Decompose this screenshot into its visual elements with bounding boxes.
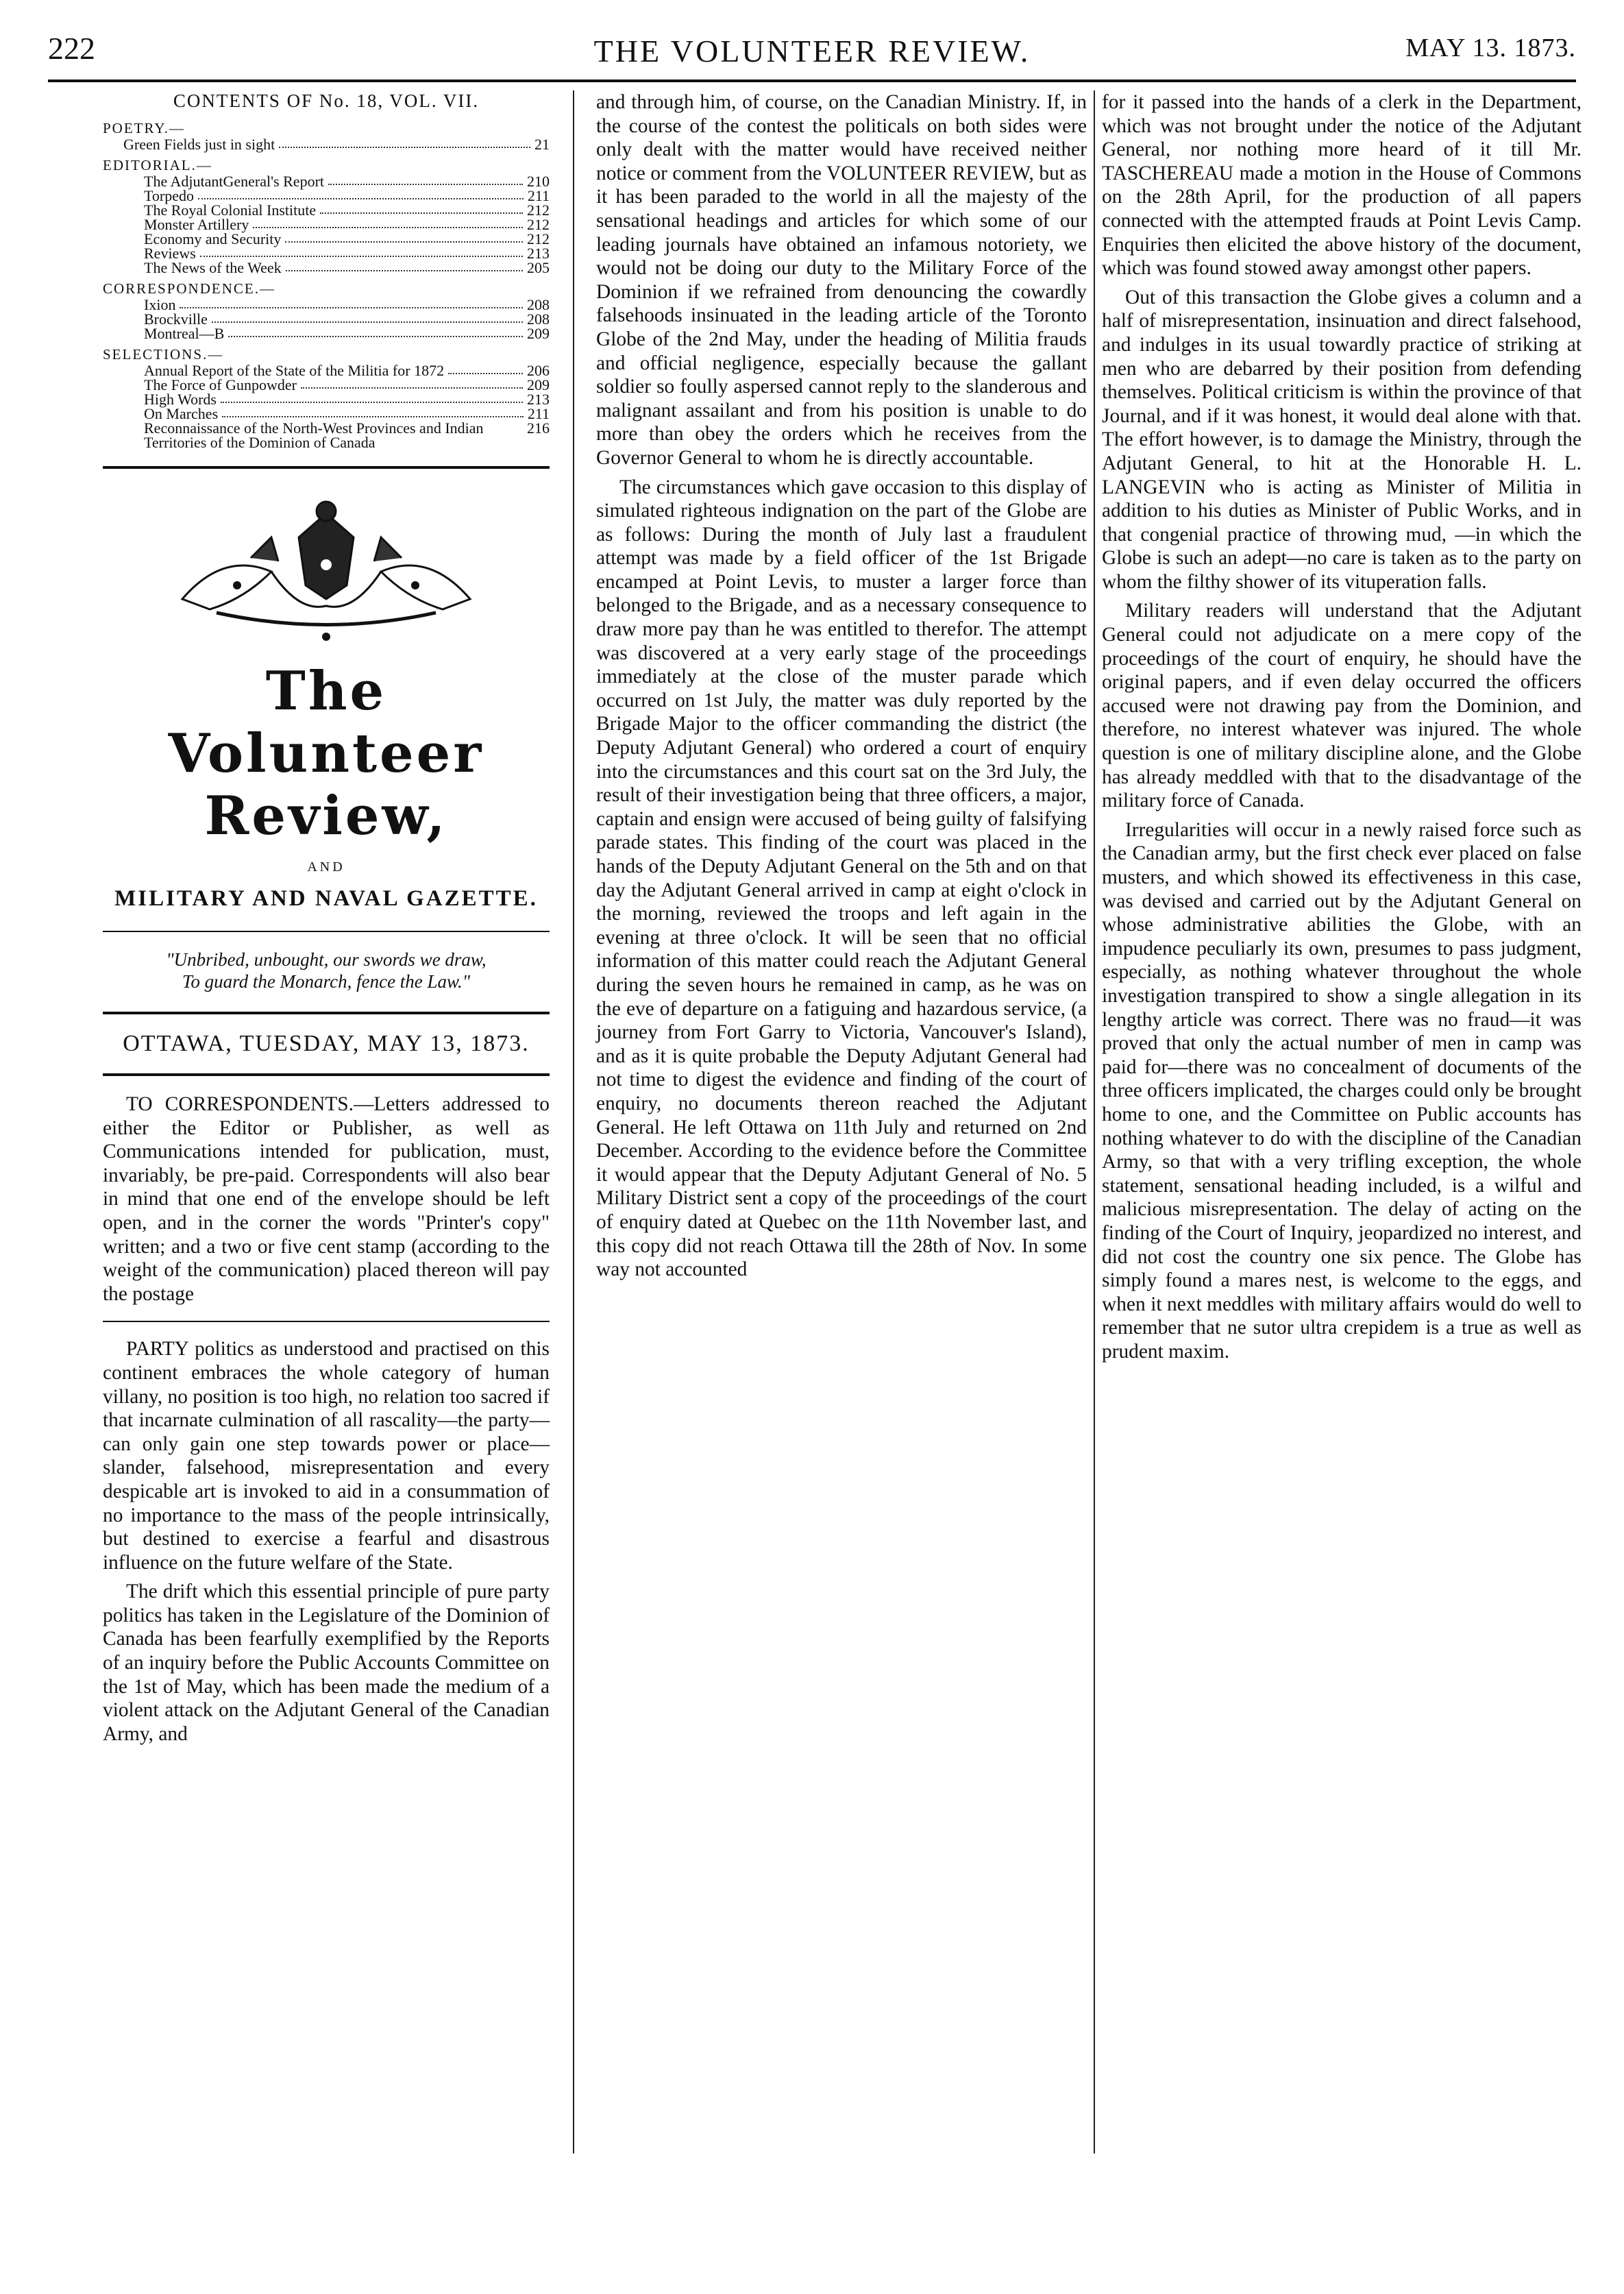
column-divider [573,90,574,2153]
publication-title: THE VOLUNTEER REVIEW. [593,34,1031,69]
contents-item[interactable]: Torpedo 211 [144,187,550,204]
page-number: 222 [48,31,95,66]
divider [103,466,550,469]
contents-section: EDITORIAL.— [103,157,212,173]
contents-item[interactable]: Annual Report of the State of the Militia for 1872 206 [144,362,550,379]
contents-item[interactable]: The News of the Week 205 [144,259,550,276]
contents-box [103,90,550,450]
article-paragraph: The drift which this essential principle of pure party politics has taken in the Legislature of the Dominion of Canada has been fearfully exemplified by the Reports of an inquiry before the Public Accounts Committee on the 1st of May, which has been made the medium of a violent attack on the Adjutant General of the Canadian Army, and [103,1581,550,1745]
article-paragraph: PARTY politics as understood and practised on this continent embraces the whole category of human villany, no position is too high, no relation too sacred if that incarnate culmination of all rascality—the party—can only gain one step towards power or place—slander, falsehood, misrepresentation and every despicable art is invoked to aid in a consummation of no importance to the mass of the people intrinsically, but destined to exercise a fearful and disastrous influence on the future welfare of the State. [103,1338,550,1574]
article-paragraph: Military readers will understand that the Adjutant General could not adjudicate on a mere copy of the proceedings of the court of enquiry, he should have the original papers, and if even delay occurred the officers accused were not drawing pay from the Dominion, and therefore, no interest whatever was injured. The whole question is one of military discipline alone, and the Globe has already meddled with that to the disadvantage of the military force of Canada. [1102,600,1582,812]
contents-item[interactable]: High Words 213 [144,391,550,408]
article-paragraph: Out of this transaction the Globe gives a column and a half of misrepresentation, insinuation and direct falsehood, and indulges in its usual towardly practice of striking at men who are debarred by their position from defending themselves. Political criticism is within the province of that Journal, and if it was honest, it would deal alone with that. The effort however, is to damage the Ministry, through the Adjutant General, to hit at the Honorable H. L. LANGEVIN who is acting as Minister of Militia in addition to his duties as Minister of Public Works, and in that congenial practice of throwing mud, —in which the Globe is such an adept—no care is taken as to the party on whom the filthy shower of its vituperation falls. [1102,286,1582,593]
contents-section: SELECTIONS.— [103,346,224,363]
contents-item[interactable]: Brockville 208 [144,310,550,328]
contents-item[interactable]: Reviews 213 [144,245,550,262]
notice-to-correspondents: TO CORRESPONDENTS.—Letters addressed to either the Editor or Publisher, as well as Communications intended for publication, must, invariably, be pre-paid. Correspondents will also bear in mind that one end of the envelope should be left open, and in the corner the words "Printer's copy" written; and a two or five cent stamp (according to the weight of the communication) placed thereon will pay the postage [103,1093,550,1305]
masthead-title: The Volunteer Review, [168,660,484,847]
column-2 [596,90,1087,1282]
contents-section: POETRY.— [103,120,186,136]
divider [103,1012,550,1014]
article-paragraph: Irregularities will occur in a newly raised force such as the Canadian army, but the first check ever placed on false musters, and which showed its effectiveness in this case, was devised and carried out by the Adjutant General on whose administrative abilities the Globe, with an impudence peculiarly its own, presumes to pass judgment, especially, as nothing whatever throughout the whole investigation transpired to show a single allegation in its lengthy article was correct. There was no fraud—it was proved that only the actual number of men in camp was paid for—there was no concealment of documents of the three officers implicated, the charges could only be brought home to one, and the Committee on Public accounts has nothing whatever to do with the discipline of the Canadian Army, so that with a very trifling exception, the whole statement, sensational heading included, is a wilful and malicious misrepresentation. The delay of acting on the finding of the Court of Inquiry, jeopardized no interest, and did not cost the country one six pence. The Globe has simply found a mares nest, is welcome to the eggs, and when it next meddles with military affairs would do well to remember that ne sutor ultra crepidem is a true as well as prudent maxim. [1102,818,1582,1363]
dateline: OTTAWA, TUESDAY, MAY 13, 1873. [123,1031,530,1056]
contents-item[interactable]: The Royal Colonial Institute 212 [144,202,550,219]
page-header [48,25,1576,82]
contents-section: CORRESPONDENCE.— [103,280,275,297]
contents-title: CONTENTS OF No. 18, VOL. VII. [173,90,480,111]
masthead-and: AND [307,859,345,875]
divider [103,1321,550,1322]
divider [103,931,550,932]
contents-item[interactable]: Monster Artillery 212 [144,216,550,233]
article-paragraph: and through him, of course, on the Canadian Ministry. If, in the course of the contest the politicals on both sides were only dealt with the matter would have received neither notice or comment from the VOLUNTEER REVIEW, but as it has been paraded to the world in all the majesty of the sensational headings and articles for which some of our leading journals have obtained an infamous notoriety, we would not be doing our duty to the Military Force of the Dominion if we refrained from denouncing the cowardly falsehoods insinuated in the leading article of the Toronto Globe of the 2nd May, under the heading of Militia frauds and official negligence, especially because the gallant soldier so foully aspersed cannot reply to the slanderous and malignant assailant and from his position is unable to do more than obey the orders which he receives from the Governor General to whom he is directly accountable. [596,91,1087,469]
contents-item[interactable]: Ixion 208 [144,296,550,313]
contents-item[interactable]: The AdjutantGeneral's Report 210 [144,173,550,190]
column-3 [1102,90,1582,1363]
masthead-subtitle: MILITARY AND NAVAL GAZETTE. [114,886,538,911]
coat-of-arms-emblem [169,496,484,644]
contents-item[interactable]: Economy and Security 212 [144,230,550,247]
contents-item[interactable]: Reconnaissance of the North-West Provinces and Indian Territories of the Dominion of Canada 216 [144,419,550,451]
column-divider [1094,90,1095,2153]
article-paragraph: for it passed into the hands of a clerk in the Department, which was not brought under the notice of the Adjutant General, nor nothing more heard of it till Mr. TASCHEREAU made a motion in the House of Commons on the 28th April, for the production of all papers connected with the attempted frauds at Point Levis Camp. Enquiries then elicited the above history of the document, which was found stowed away amongst other papers. [1102,91,1582,280]
column-1 [103,90,550,1746]
contents-item[interactable]: The Force of Gunpowder 209 [144,376,550,393]
contents-item[interactable]: Green Fields just in sight 21 [123,136,550,153]
divider [103,1073,550,1076]
contents-item[interactable]: Montreal—B 209 [144,325,550,342]
issue-date: MAY 13. 1873. [1405,34,1576,62]
article-paragraph: The circumstances which gave occasion to this display of simulated righteous indignation on the part of the Globe are as follows: During the month of July last a fraudulent attempt was made by a field officer of the 1st Brigade encamped at Point Levis, to muster a larger force than belonged to the Brigade, and as a necessary consequence to draw more pay than he was entitled to therefor. The attempt was discovered at a very early stage of the proceedings immediately at the close of the muster parade which occurred on 1st July, the matter was duly reported by the Brigade Major to the officer commanding the district (the Deputy Adjutant General) who ordered a court of enquiry into the circumstances and this court sat on the 3rd July, the result of their investigation being that three officers, a major, captain and ensign were accused of being guilty of falsifying parade states. This finding of the court was placed in the hands of the Deputy Adjutant General on the 5th and on that day the Adjutant General arrived in camp at eight o'clock in the morning, reviewed the troops and left again in the evening at three o'clock. It will be seen that no official information of this matter could reach the Adjutant General during the seven hours he remained in camp, as he was on the eve of departure on a fatiguing and hazardous service, (a journey from Fort Garry to Victoria, Vancouver's Island), and as it is quite probable the Deputy Adjutant General had not time to digest the evidence and finding of the court of enquiry, no documents thereon reached the Adjutant General. He left Ottawa on 11th July and returned on 2nd December. According to the evidence before the Committee it would appear that the Deputy Adjutant General of No. 5 Military District sent a copy of the proceedings of the court of enquiry dated at Quebec on the 11th November last, and this copy did not reach Ottawa till the 28th of Nov. In some way not accounted [596,476,1087,1281]
masthead-motto: "Unbribed, unbought, our swords we draw, To guard the Monarch, fence the Law." [166,949,487,992]
contents-item[interactable]: On Marches 211 [144,405,550,422]
